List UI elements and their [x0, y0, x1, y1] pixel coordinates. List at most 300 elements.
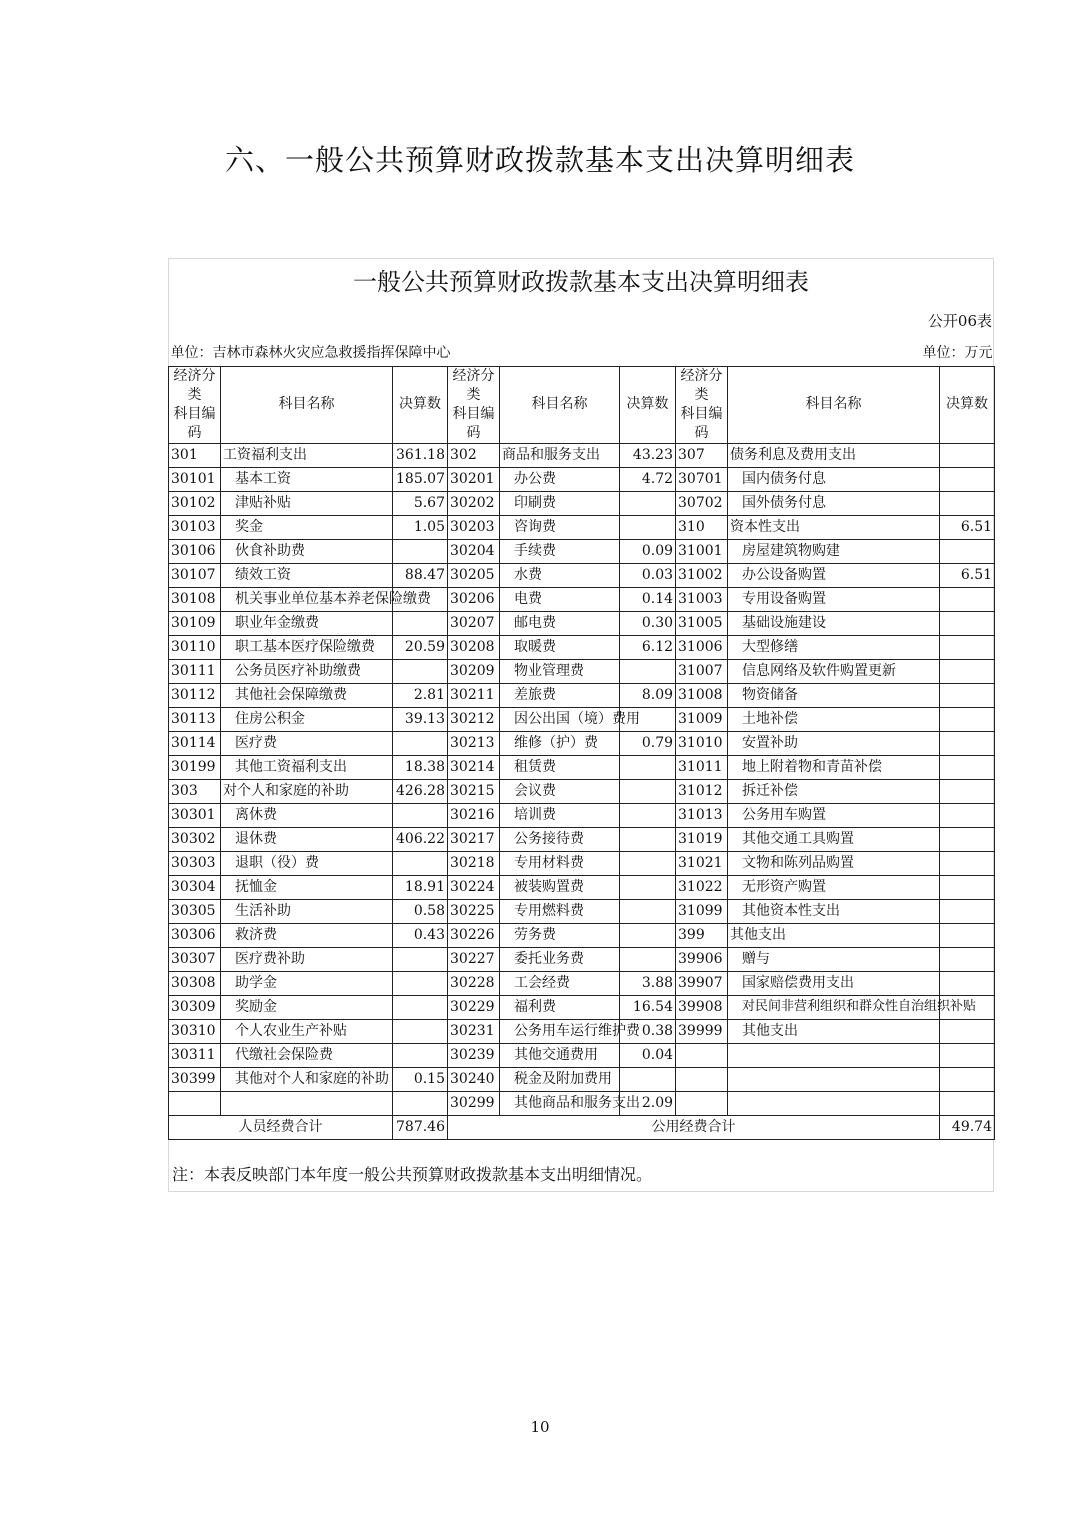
subject-name: 信息网络及软件购置更新	[728, 659, 940, 683]
amount: 43.23	[620, 443, 676, 467]
subject-name: 公务用车购置	[728, 803, 940, 827]
subject-code: 30299	[448, 1091, 500, 1115]
column-header: 科目名称	[221, 366, 393, 443]
subject-code: 30109	[169, 611, 221, 635]
unit-right: 单位：万元	[620, 340, 995, 366]
table-row	[169, 1091, 995, 1115]
table-row	[169, 851, 995, 875]
amount	[940, 587, 995, 611]
amount: 0.14	[620, 587, 676, 611]
subject-code: 30229	[448, 995, 500, 1019]
subject-name: 其他对个人和家庭的补助	[221, 1067, 393, 1091]
subject-name: 租赁费	[500, 755, 620, 779]
subject-code: 31008	[676, 683, 728, 707]
subject-name: 职业年金缴费	[221, 611, 393, 635]
subject-name: 印刷费	[500, 491, 620, 515]
amount	[940, 827, 995, 851]
subject-code: 30302	[169, 827, 221, 851]
column-header: 经济分类 科目编码	[169, 366, 221, 443]
subject-code: 30204	[448, 539, 500, 563]
subject-code: 30207	[448, 611, 500, 635]
subject-code: 31003	[676, 587, 728, 611]
subject-code: 31022	[676, 875, 728, 899]
subject-code: 31011	[676, 755, 728, 779]
subject-name: 离休费	[221, 803, 393, 827]
amount: 0.30	[620, 611, 676, 635]
subject-name: 工资福利支出	[221, 443, 393, 467]
amount: 20.59	[393, 635, 448, 659]
subject-code: 31019	[676, 827, 728, 851]
subject-code: 30112	[169, 683, 221, 707]
amount	[393, 731, 448, 755]
amount	[940, 755, 995, 779]
subject-code: 30213	[448, 731, 500, 755]
amount	[393, 995, 448, 1019]
amount	[620, 515, 676, 539]
amount	[940, 443, 995, 467]
amount: 2.81	[393, 683, 448, 707]
subject-name	[728, 1043, 940, 1067]
amount	[940, 779, 995, 803]
subject-name: 助学金	[221, 971, 393, 995]
subject-code: 31005	[676, 611, 728, 635]
amount: 1.05	[393, 515, 448, 539]
amount	[393, 659, 448, 683]
subject-code: 30702	[676, 491, 728, 515]
amount	[393, 947, 448, 971]
amount	[940, 683, 995, 707]
amount: 0.43	[393, 923, 448, 947]
column-header: 科目名称	[728, 366, 940, 443]
table-row	[169, 491, 995, 515]
amount: 88.47	[393, 563, 448, 587]
subject-name: 其他社会保障缴费	[221, 683, 393, 707]
subject-name: 资本性支出	[728, 515, 940, 539]
amount	[940, 707, 995, 731]
subject-code: 30226	[448, 923, 500, 947]
subject-code: 399	[676, 923, 728, 947]
subject-code: 310	[676, 515, 728, 539]
subject-name	[728, 1067, 940, 1091]
subject-code: 30303	[169, 851, 221, 875]
subject-code: 30202	[448, 491, 500, 515]
subject-name: 奖金	[221, 515, 393, 539]
amount	[620, 851, 676, 875]
amount: 361.18	[393, 443, 448, 467]
amount	[940, 611, 995, 635]
subject-name: 职工基本医疗保险缴费	[221, 635, 393, 659]
column-header: 经济分类 科目编码	[676, 366, 728, 443]
amount	[620, 755, 676, 779]
subject-code: 30304	[169, 875, 221, 899]
public-total-value: 49.74	[940, 1115, 995, 1139]
table-row	[169, 755, 995, 779]
amount	[393, 971, 448, 995]
amount	[940, 851, 995, 875]
subject-code: 31010	[676, 731, 728, 755]
amount	[620, 803, 676, 827]
amount	[620, 779, 676, 803]
table-row	[169, 923, 995, 947]
subject-name: 其他交通费用	[500, 1043, 620, 1067]
table-row	[169, 1019, 995, 1043]
subject-name: 专用材料费	[500, 851, 620, 875]
subject-name: 其他工资福利支出	[221, 755, 393, 779]
personnel-total-value: 787.46	[393, 1115, 448, 1139]
subject-code: 30102	[169, 491, 221, 515]
subject-name: 其他资本性支出	[728, 899, 940, 923]
table-row	[169, 707, 995, 731]
unit-left: 单位：吉林市森林火灾应急救援指挥保障中心	[169, 340, 620, 366]
table-row	[169, 779, 995, 803]
table-body	[169, 340, 995, 1139]
amount: 18.38	[393, 755, 448, 779]
amount	[940, 1019, 995, 1043]
subject-name: 专用燃料费	[500, 899, 620, 923]
subject-code: 307	[676, 443, 728, 467]
amount	[620, 1067, 676, 1091]
amount	[940, 971, 995, 995]
column-header: 决算数	[393, 366, 448, 443]
subject-code: 39906	[676, 947, 728, 971]
public-total-label: 公用经费合计	[448, 1115, 940, 1139]
unit-row	[169, 340, 995, 366]
subject-name: 医疗费补助	[221, 947, 393, 971]
subject-code: 31013	[676, 803, 728, 827]
page-heading: 六、一般公共预算财政拨款基本支出决算明细表	[224, 143, 855, 177]
subject-name: 奖励金	[221, 995, 393, 1019]
amount	[940, 803, 995, 827]
subject-name: 国内债务付息	[728, 467, 940, 491]
amount: 426.28	[393, 779, 448, 803]
form-number: 公开06表	[927, 312, 992, 330]
subject-name: 赠与	[728, 947, 940, 971]
subject-code: 30309	[169, 995, 221, 1019]
amount	[393, 803, 448, 827]
subject-name	[221, 1091, 393, 1115]
table-row	[169, 515, 995, 539]
subject-name: 专用设备购置	[728, 587, 940, 611]
subject-code: 30111	[169, 659, 221, 683]
amount	[620, 659, 676, 683]
subject-name: 住房公积金	[221, 707, 393, 731]
amount	[940, 899, 995, 923]
subject-name: 咨询费	[500, 515, 620, 539]
amount	[620, 923, 676, 947]
subject-name: 电费	[500, 587, 620, 611]
subject-code: 30228	[448, 971, 500, 995]
amount	[940, 467, 995, 491]
subject-name: 债务利息及费用支出	[728, 443, 940, 467]
subject-name: 退职（役）费	[221, 851, 393, 875]
subject-code: 30308	[169, 971, 221, 995]
subject-name: 基本工资	[221, 467, 393, 491]
table-row	[169, 875, 995, 899]
subject-code: 30231	[448, 1019, 500, 1043]
personnel-total-label: 人员经费合计	[169, 1115, 393, 1139]
subject-code: 30101	[169, 467, 221, 491]
table-row	[169, 947, 995, 971]
subject-code: 30307	[169, 947, 221, 971]
subject-code: 30310	[169, 1019, 221, 1043]
subject-name: 代缴社会保险费	[221, 1043, 393, 1067]
subject-code: 39907	[676, 971, 728, 995]
amount: 5.67	[393, 491, 448, 515]
column-header: 经济分类 科目编码	[448, 366, 500, 443]
amount: 0.58	[393, 899, 448, 923]
amount	[393, 1019, 448, 1043]
subject-name: 培训费	[500, 803, 620, 827]
subject-name: 抚恤金	[221, 875, 393, 899]
amount	[940, 731, 995, 755]
subject-name: 因公出国（境）费用	[500, 707, 620, 731]
subject-name: 退休费	[221, 827, 393, 851]
subject-name: 拆迁补偿	[728, 779, 940, 803]
subject-code: 30399	[169, 1067, 221, 1091]
subject-name: 维修（护）费	[500, 731, 620, 755]
subject-code: 30301	[169, 803, 221, 827]
table-note: 注：本表反映部门本年度一般公共预算财政拨款基本支出明细情况。	[172, 1165, 653, 1184]
amount	[620, 899, 676, 923]
amount	[393, 851, 448, 875]
subject-code: 30239	[448, 1043, 500, 1067]
subject-code: 30217	[448, 827, 500, 851]
subject-code: 301	[169, 443, 221, 467]
subject-name: 其他交通工具购置	[728, 827, 940, 851]
amount	[940, 1091, 995, 1115]
table-row	[169, 899, 995, 923]
amount: 0.09	[620, 539, 676, 563]
subject-code: 30113	[169, 707, 221, 731]
subject-code: 31002	[676, 563, 728, 587]
amount	[940, 1067, 995, 1091]
amount: 3.88	[620, 971, 676, 995]
subject-code: 31012	[676, 779, 728, 803]
subject-name: 安置补助	[728, 731, 940, 755]
table-row	[169, 611, 995, 635]
column-header: 科目名称	[500, 366, 620, 443]
subject-code: 39999	[676, 1019, 728, 1043]
subject-code: 31009	[676, 707, 728, 731]
amount	[940, 635, 995, 659]
amount	[940, 491, 995, 515]
subject-code: 30211	[448, 683, 500, 707]
amount	[393, 611, 448, 635]
subject-name: 医疗费	[221, 731, 393, 755]
subject-name: 国外债务付息	[728, 491, 940, 515]
subject-code: 30209	[448, 659, 500, 683]
subject-code: 39908	[676, 995, 728, 1019]
amount: 0.04	[620, 1043, 676, 1067]
subject-code: 30206	[448, 587, 500, 611]
table-row	[169, 539, 995, 563]
subject-code: 31021	[676, 851, 728, 875]
subject-code: 30203	[448, 515, 500, 539]
subject-name: 地上附着物和青苗补偿	[728, 755, 940, 779]
amount	[393, 539, 448, 563]
subject-name: 邮电费	[500, 611, 620, 635]
subject-name: 办公费	[500, 467, 620, 491]
table-row	[169, 443, 995, 467]
subject-code: 30306	[169, 923, 221, 947]
subject-name: 基础设施建设	[728, 611, 940, 635]
amount: 0.03	[620, 563, 676, 587]
amount: 185.07	[393, 467, 448, 491]
subject-name: 劳务费	[500, 923, 620, 947]
subject-name: 水费	[500, 563, 620, 587]
subject-name	[728, 1091, 940, 1115]
subject-code: 30701	[676, 467, 728, 491]
subject-name: 无形资产购置	[728, 875, 940, 899]
subject-name: 救济费	[221, 923, 393, 947]
subject-code: 30103	[169, 515, 221, 539]
subject-name: 差旅费	[500, 683, 620, 707]
subject-name: 会议费	[500, 779, 620, 803]
subject-name: 文物和陈列品购置	[728, 851, 940, 875]
table-row	[169, 827, 995, 851]
table-row	[169, 971, 995, 995]
amount: 39.13	[393, 707, 448, 731]
amount	[940, 539, 995, 563]
subject-code: 30240	[448, 1067, 500, 1091]
subject-name: 其他商品和服务支出	[500, 1091, 620, 1115]
amount	[940, 923, 995, 947]
subject-code: 31001	[676, 539, 728, 563]
amount: 4.72	[620, 467, 676, 491]
subject-code: 31006	[676, 635, 728, 659]
subject-name: 其他支出	[728, 923, 940, 947]
column-header: 决算数	[940, 366, 995, 443]
subject-code	[676, 1067, 728, 1091]
subject-code: 30215	[448, 779, 500, 803]
amount: 6.12	[620, 635, 676, 659]
table-row	[169, 803, 995, 827]
subject-code: 30224	[448, 875, 500, 899]
subject-code: 30305	[169, 899, 221, 923]
subject-code	[676, 1091, 728, 1115]
expenditure-table	[168, 340, 995, 1140]
column-header: 决算数	[620, 366, 676, 443]
subject-code: 30311	[169, 1043, 221, 1067]
table-row	[169, 1067, 995, 1091]
subject-name: 津贴补贴	[221, 491, 393, 515]
subject-code: 31007	[676, 659, 728, 683]
table-row	[169, 659, 995, 683]
subject-code: 303	[169, 779, 221, 803]
subject-name: 生活补助	[221, 899, 393, 923]
subject-name: 工会经费	[500, 971, 620, 995]
table-row	[169, 683, 995, 707]
amount: 0.38	[620, 1019, 676, 1043]
totals-row	[169, 1115, 995, 1139]
subject-code: 31099	[676, 899, 728, 923]
subject-name: 房屋建筑物购建	[728, 539, 940, 563]
subject-code: 30205	[448, 563, 500, 587]
amount	[940, 947, 995, 971]
amount	[940, 875, 995, 899]
subject-code	[676, 1043, 728, 1067]
page-number: 10	[530, 1418, 550, 1436]
subject-name: 其他支出	[728, 1019, 940, 1043]
subject-name: 物业管理费	[500, 659, 620, 683]
subject-code: 30225	[448, 899, 500, 923]
amount: 18.91	[393, 875, 448, 899]
table-row	[169, 587, 995, 611]
subject-name: 绩效工资	[221, 563, 393, 587]
subject-code: 30212	[448, 707, 500, 731]
subject-code: 30107	[169, 563, 221, 587]
subject-code: 30110	[169, 635, 221, 659]
subject-name: 委托业务费	[500, 947, 620, 971]
amount: 8.09	[620, 683, 676, 707]
subject-name: 机关事业单位基本养老保险缴费	[221, 587, 393, 611]
amount: 0.79	[620, 731, 676, 755]
subject-name: 土地补偿	[728, 707, 940, 731]
amount: 2.09	[620, 1091, 676, 1115]
subject-name: 伙食补助费	[221, 539, 393, 563]
subject-name: 物资储备	[728, 683, 940, 707]
amount	[620, 875, 676, 899]
amount	[393, 1043, 448, 1067]
amount: 16.54	[620, 995, 676, 1019]
subject-code: 30106	[169, 539, 221, 563]
table-row	[169, 1043, 995, 1067]
subject-name: 对个人和家庭的补助	[221, 779, 393, 803]
subject-name: 税金及附加费用	[500, 1067, 620, 1091]
amount	[620, 827, 676, 851]
subject-code: 30114	[169, 731, 221, 755]
subject-code: 30108	[169, 587, 221, 611]
table-row	[169, 563, 995, 587]
amount: 0.15	[393, 1067, 448, 1091]
subject-code	[169, 1091, 221, 1115]
subject-name: 取暖费	[500, 635, 620, 659]
table-row	[169, 635, 995, 659]
subject-code: 302	[448, 443, 500, 467]
amount	[620, 491, 676, 515]
amount: 6.51	[940, 563, 995, 587]
sheet-title: 一般公共预算财政拨款基本支出决算明细表	[353, 268, 809, 296]
table-row	[169, 731, 995, 755]
subject-name: 公务接待费	[500, 827, 620, 851]
amount	[940, 659, 995, 683]
subject-name: 办公设备购置	[728, 563, 940, 587]
subject-code: 30216	[448, 803, 500, 827]
subject-name: 手续费	[500, 539, 620, 563]
header-row	[169, 366, 995, 443]
subject-name: 公务用车运行维护费	[500, 1019, 620, 1043]
subject-name: 个人农业生产补贴	[221, 1019, 393, 1043]
amount: 406.22	[393, 827, 448, 851]
subject-code: 30199	[169, 755, 221, 779]
subject-name: 商品和服务支出	[500, 443, 620, 467]
subject-code: 30201	[448, 467, 500, 491]
subject-name: 对民间非营利组织和群众性自治组织补贴	[728, 995, 940, 1019]
subject-code: 30218	[448, 851, 500, 875]
subject-name: 福利费	[500, 995, 620, 1019]
amount: 6.51	[940, 515, 995, 539]
table-row	[169, 467, 995, 491]
subject-name: 公务员医疗补助缴费	[221, 659, 393, 683]
subject-name: 国家赔偿费用支出	[728, 971, 940, 995]
table-row	[169, 995, 995, 1019]
subject-name: 被装购置费	[500, 875, 620, 899]
amount	[393, 1091, 448, 1115]
amount	[620, 947, 676, 971]
subject-code: 30214	[448, 755, 500, 779]
amount	[940, 1043, 995, 1067]
subject-name: 大型修缮	[728, 635, 940, 659]
